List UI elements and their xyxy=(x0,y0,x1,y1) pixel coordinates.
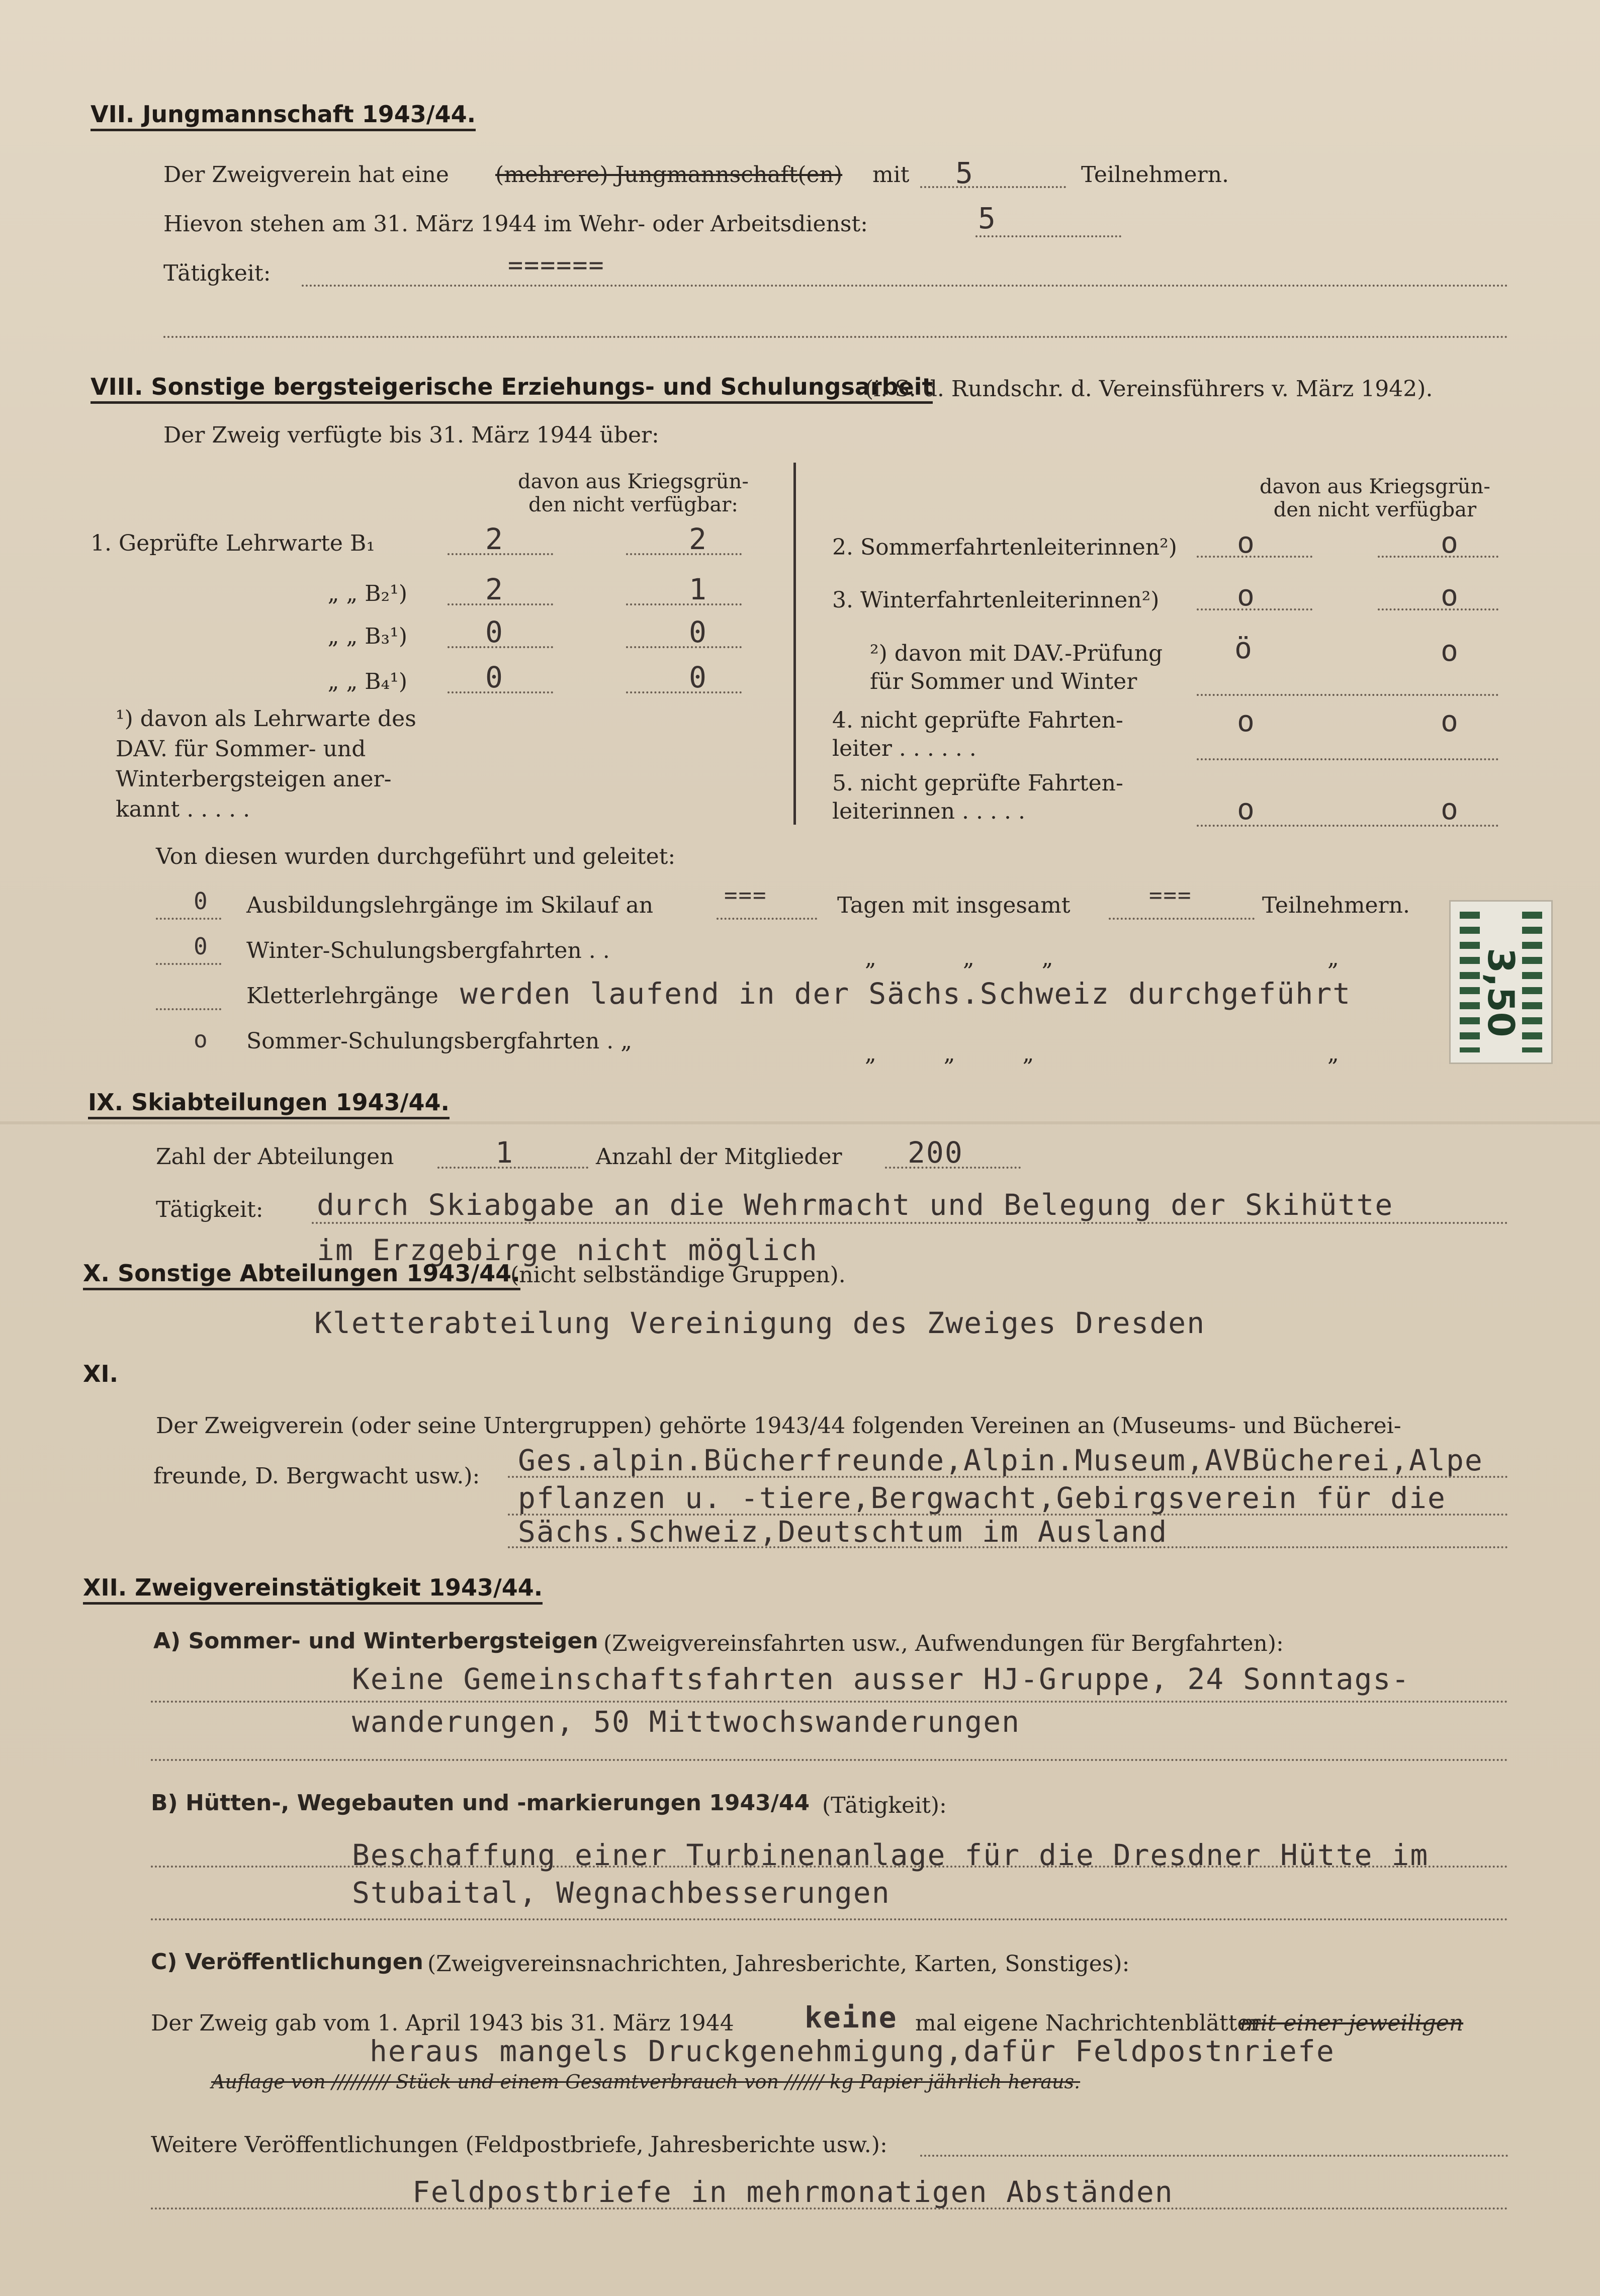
s7-text: Tätigkeit: xyxy=(163,260,271,286)
s12-a-line2: wanderungen, 50 Mittwochswanderungen xyxy=(352,1705,1021,1739)
section-xi-heading: XI. xyxy=(83,1360,119,1387)
s12-c-text: mal eigene Nachrichtenblätter xyxy=(915,2010,1261,2036)
dotted-line xyxy=(1197,758,1498,760)
s8-conducted-total: === xyxy=(1149,882,1192,908)
dotted-line xyxy=(508,1546,1508,1548)
dotted-line xyxy=(717,918,817,920)
s8-conducted-mid: „ „ „ xyxy=(865,1041,1034,1067)
s12-c-text: Der Zweig gab vom 1. April 1943 bis 31. März 1944 xyxy=(151,2010,734,2036)
dotted-line xyxy=(920,186,1066,188)
section-vii-heading: VII. Jungmannschaft 1943/44. xyxy=(91,101,476,131)
s9-activity-line2: im Erzgebirge nicht möglich xyxy=(317,1233,818,1267)
s7-text: Der Zweigverein hat eine xyxy=(163,162,449,188)
s12-c-typed: keine xyxy=(805,2000,898,2035)
s8-conducted-days: === xyxy=(724,882,767,908)
s7-text: mit xyxy=(872,162,910,188)
s8-conducted-label: Kletterlehrgänge xyxy=(246,983,438,1009)
s8-right-row-label: 5. nicht geprüfte Fahrten- leiterinnen . . . . . xyxy=(832,770,1123,824)
s8-conducted-end: „ xyxy=(1327,945,1339,971)
stamp-bars xyxy=(1522,912,1542,1052)
s12-c-struck-line: Auflage von ///////// Stück und einem Gesamtverbrauch von ////// kg Papier jährlich heraus. xyxy=(211,2071,1081,2093)
s12-a-note: (Zweigvereinsfahrten usw., Aufwendungen für Bergfahrten): xyxy=(603,1631,1284,1656)
dotted-line xyxy=(920,2155,1508,2157)
revenue-stamp xyxy=(1449,900,1553,1064)
s8-right-row-label: 2. Sommerfahrtenleiterinnen²) xyxy=(832,535,1177,560)
dotted-line xyxy=(312,1222,1508,1224)
dotted-line xyxy=(156,1008,221,1010)
s8-right-row-b: o xyxy=(1441,792,1459,826)
dotted-line xyxy=(1378,556,1498,558)
s8-right-row-label: 4. nicht geprüfte Fahrten- leiter . . . . . . xyxy=(832,708,1123,761)
s8-right-row-label: 3. Winterfahrtenleiterinnen²) xyxy=(832,587,1160,613)
s8-right-row-label: ²) davon mit DAV.-Prüfung für Sommer und Winter xyxy=(870,641,1163,694)
dotted-line xyxy=(151,1701,1508,1703)
s7-struck-text: (mehrere) Jungmannschaft(en) xyxy=(495,162,843,188)
s12-c-note: (Zweigvereinsnachrichten, Jahresberichte, Karten, Sonstiges): xyxy=(427,1951,1130,1977)
dotted-line xyxy=(1378,608,1498,610)
s12-a-line1: Keine Gemeinschaftsfahrten ausser HJ-Gruppe, 24 Sonntags- xyxy=(352,1662,1410,1696)
s8-conducted-label: Winter-Schulungsbergfahrten . . xyxy=(246,938,610,963)
s12-c-struck-text: mit einer jeweiligen xyxy=(1239,2010,1464,2036)
dotted-line xyxy=(156,918,221,920)
s9-members-value: 200 xyxy=(908,1135,963,1170)
s8-right-row-a: o xyxy=(1237,578,1256,612)
dotted-line xyxy=(151,1759,1508,1761)
s8-left-row-label: „ „ B₄¹) xyxy=(327,669,407,694)
s11-value-line1: Ges.alpin.Bücherfreunde,Alpin.Museum,AVBücherei,Alpe xyxy=(518,1443,1483,1477)
s8-conducted-days: „ xyxy=(865,945,876,971)
section-xii-heading: XII. Zweigvereinstätigkeit 1943/44. xyxy=(83,1574,543,1605)
column-divider xyxy=(793,463,796,825)
s9-members-label: Anzahl der Mitglieder xyxy=(596,1144,842,1170)
s8-conducted-intro: Von diesen wurden durchgeführt und geleitet: xyxy=(156,844,676,869)
s8-left-row-a: 0 xyxy=(485,615,504,649)
s12-b-title: B) Hütten-, Wegebauten und -markierungen 1943/44 xyxy=(151,1790,810,1816)
s10-value: Kletterabteilung Vereinigung des Zweiges Dresden xyxy=(314,1306,1206,1340)
s8-left-row-a: 2 xyxy=(485,522,504,556)
dotted-line xyxy=(508,1476,1508,1478)
s8-left-row-label: 1. Geprüfte Lehrwarte B₁ xyxy=(91,531,375,556)
s8-intro: Der Zweig verfügte bis 31. März 1944 über: xyxy=(163,422,659,448)
dotted-line xyxy=(1197,694,1498,696)
s8-left-row-label: „ „ B₃¹) xyxy=(327,624,407,649)
s11-value-line3: Sächs.Schweiz,Deutschtum im Ausland xyxy=(518,1515,1168,1549)
s8-conducted-count: o xyxy=(194,1026,209,1053)
section-ix-heading: IX. Skiabteilungen 1943/44. xyxy=(88,1089,450,1119)
s7-text: Hievon stehen am 31. März 1944 im Wehr- oder Arbeitsdienst: xyxy=(163,211,868,237)
s8-conducted-end: „ xyxy=(1327,1041,1339,1067)
dotted-line xyxy=(163,336,1508,338)
s8-left-row-label: „ „ B₂¹) xyxy=(327,581,407,606)
s8-conducted-mid: „ „ xyxy=(963,945,1053,971)
paper-fold xyxy=(0,1121,1600,1124)
s12-b-line1: Beschaffung einer Turbinenanlage für die Dresdner Hütte im xyxy=(352,1838,1429,1872)
s8-footnote-left: ¹) davon als Lehrwarte des DAV. für Sommer- und Winterbergsteigen aner- kannt . . . . . xyxy=(116,706,416,822)
s9-activity-label: Tätigkeit: xyxy=(156,1197,263,1222)
s11-text: Der Zweigverein (oder seine Untergruppen) gehörte 1943/44 folgenden Vereinen an (Museums- und Bücherei- xyxy=(156,1413,1401,1439)
dotted-line xyxy=(626,603,742,605)
stamp-value: 3,50 xyxy=(1480,948,1522,1037)
s8-right-row-b: o xyxy=(1441,704,1459,738)
dotted-line xyxy=(151,2207,1508,2210)
s12-more-label: Weitere Veröffentlichungen (Feldpostbriefe, Jahresberichte usw.): xyxy=(151,2132,887,2158)
dotted-line xyxy=(302,285,1508,287)
s8-conducted-count: 0 xyxy=(194,888,209,915)
s8-left-row-b: 1 xyxy=(689,572,707,606)
s8-right-row-a: o xyxy=(1237,792,1256,826)
section-viii-heading: VIII. Sonstige bergsteigerische Erziehungs- und Schulungsarbeit xyxy=(91,373,933,404)
s8-conducted-label: Sommer-Schulungsbergfahrten . „ xyxy=(246,1028,633,1054)
s8-right-row-a: ö xyxy=(1234,631,1253,665)
s9-count-value: 1 xyxy=(495,1135,514,1170)
s9-activity-line1: durch Skiabgabe an die Wehrmacht und Belegung der Skihütte xyxy=(317,1188,1394,1222)
dotted-line xyxy=(626,691,742,693)
s8-right-row-a: o xyxy=(1237,704,1256,738)
s8-right-row-a: o xyxy=(1237,525,1256,560)
s8-col-header-right: davon aus Kriegsgrün- den nicht verfügbar xyxy=(1260,475,1490,521)
s12-b-note: (Tätigkeit): xyxy=(822,1793,947,1818)
s7-activity-value: ====== xyxy=(508,250,605,280)
s7-text: Teilnehmern. xyxy=(1081,162,1229,188)
dotted-line xyxy=(626,553,742,555)
s8-left-row-a: 0 xyxy=(485,660,504,694)
stamp-bars xyxy=(1460,912,1480,1052)
s8-right-row-b: o xyxy=(1441,525,1459,560)
s8-left-row-a: 2 xyxy=(485,572,504,606)
s10-note: (nicht selbständige Gruppen). xyxy=(510,1262,846,1288)
s12-c-title: C) Veröffentlichungen xyxy=(151,1949,423,1975)
s8-left-row-b: 0 xyxy=(689,660,707,694)
s9-count-label: Zahl der Abteilungen xyxy=(156,1144,394,1170)
s11-text: freunde, D. Bergwacht usw.): xyxy=(153,1463,480,1489)
dotted-line xyxy=(151,1918,1508,1920)
s7-service-value: 5 xyxy=(978,201,997,235)
s12-a-title: A) Sommer- und Winterbergsteigen xyxy=(153,1628,598,1654)
s8-conducted-label: Ausbildungslehrgänge im Skilauf an xyxy=(246,893,654,918)
s12-b-line2: Stubaital, Wegnachbesserungen xyxy=(352,1876,891,1910)
s8-left-row-b: 0 xyxy=(689,615,707,649)
s12-c-typed-line: heraus mangels Druckgenehmigung,dafür Feldpostnriefe xyxy=(370,2034,1335,2068)
s8-right-row-b: o xyxy=(1441,634,1459,668)
dotted-line xyxy=(975,235,1121,237)
s8-left-row-b: 2 xyxy=(689,522,707,556)
s8-conducted-typed: werden laufend in der Sächs.Schweiz durchgeführt xyxy=(460,977,1352,1011)
dotted-line xyxy=(1109,918,1255,920)
s8-conducted-mid: Tagen mit insgesamt xyxy=(837,893,1071,918)
s7-participants-value: 5 xyxy=(955,156,974,190)
s8-heading-note: (i. S. d. Rundschr. d. Vereinsführers v. März 1942). xyxy=(865,376,1433,402)
s11-value-line2: pflanzen u. -tiere,Bergwacht,Gebirgsverein für die xyxy=(518,1481,1446,1515)
dotted-line xyxy=(1197,825,1498,827)
s12-more-value: Feldpostbriefe in mehrmonatigen Abständen xyxy=(412,2175,1174,2209)
dotted-line xyxy=(626,646,742,648)
s8-conducted-count: 0 xyxy=(194,933,209,960)
section-x-heading: X. Sonstige Abteilungen 1943/44. xyxy=(83,1260,520,1290)
dotted-line xyxy=(156,963,221,965)
s8-right-row-b: o xyxy=(1441,578,1459,612)
s8-conducted-end: Teilnehmern. xyxy=(1262,893,1410,918)
s8-col-header-left: davon aus Kriegsgrün- den nicht verfügbar: xyxy=(518,470,749,516)
